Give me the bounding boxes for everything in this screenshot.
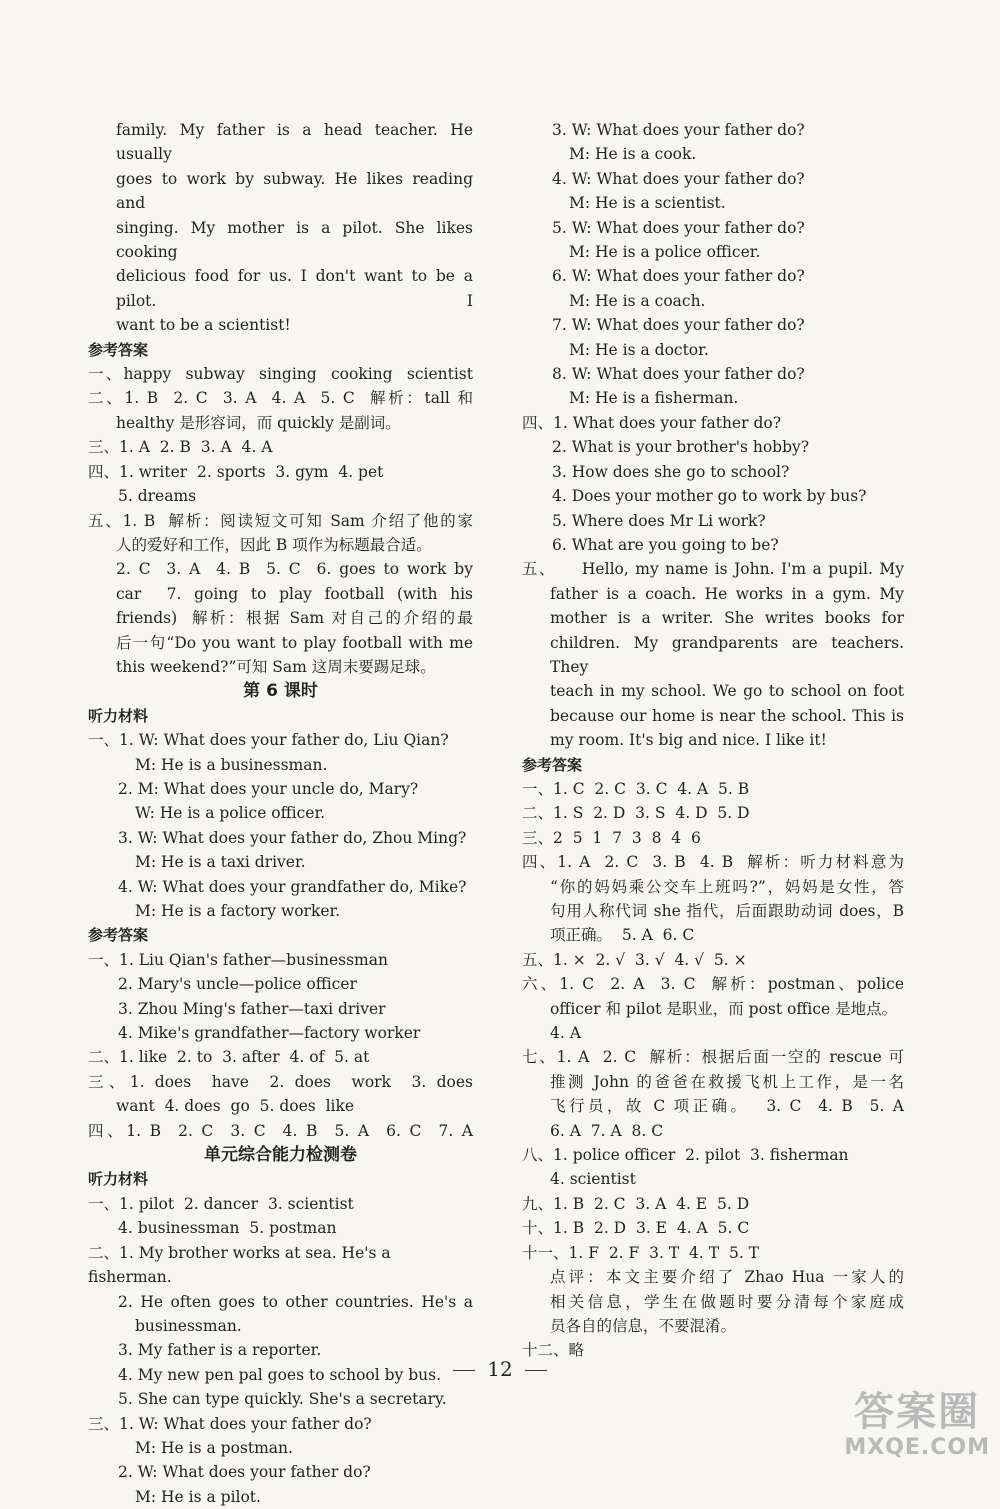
right-column xyxy=(522,118,909,1363)
text-line: 一、1. W: What does your father do, Liu Qian? xyxy=(88,731,449,750)
text-line: goes to work by subway. He likes reading and xyxy=(116,169,478,213)
text-line: 一、1. pilot 2. dancer 3. scientist xyxy=(88,1194,354,1213)
text-line: family. My father is a head teacher. He usually xyxy=(116,121,478,164)
text-line: 4. A xyxy=(550,1024,581,1043)
text-line: 4. businessman 5. postman xyxy=(118,1219,337,1238)
text-line: 6. What are you going to be? xyxy=(552,535,779,554)
text-line: want to be a scientist! xyxy=(116,316,291,335)
section-heading: 听力材料 xyxy=(88,706,149,725)
text-line: 四、1. What does your father do? xyxy=(522,413,782,432)
text-line: 三、1. W: What does your father do? xyxy=(88,1414,372,1433)
section-heading: 参考答案 xyxy=(88,926,149,945)
text-line: 五、1. B 解析：阅读短文可知 Sam 介绍了他的家 xyxy=(88,511,473,530)
text-line: 句用人称代词 she 指代，后面跟助动词 does，B xyxy=(550,902,904,920)
text-line: officer 和 pilot 是职业，而 post office 是地点。 xyxy=(550,999,898,1018)
text-line: 十二、略 xyxy=(522,1341,585,1360)
text-line: 三、1. does have 2. does work 3. does xyxy=(88,1072,473,1091)
text-line: M: He is a fisherman. xyxy=(569,389,739,408)
dash-right xyxy=(525,1370,547,1372)
text-line: 2. W: What does your father do? xyxy=(118,1463,371,1482)
text-line: 5. She can type quickly. She's a secretary. xyxy=(118,1390,447,1409)
text-line: 4. My new pen pal goes to school by bus. xyxy=(118,1365,442,1384)
text-line: M: He is a taxi driver. xyxy=(135,853,306,872)
text-line: 十、1. B 2. D 3. E 4. A 5. C xyxy=(522,1219,750,1238)
text-line: 2. Mary's uncle—police officer xyxy=(118,975,357,994)
text-line: singing. My mother is a pilot. She likes cooking xyxy=(116,218,478,262)
section-heading: 听力材料 xyxy=(88,1170,149,1189)
text-line: 员各自的信息，不要混淆。 xyxy=(550,1316,737,1335)
text-line: 8. W: What does your father do? xyxy=(552,365,805,384)
text-line: delicious food for us. I don't want to be a pilot. I xyxy=(116,267,478,310)
text-line: my room. It's big and nice. I like it! xyxy=(550,731,827,750)
text-line: 一、happy subway singing cooking scientist xyxy=(88,365,473,384)
text-line: 相关信息，学生在做题时要分清每个家庭成 xyxy=(550,1292,904,1311)
text-line: 八、1. police officer 2. pilot 3. fisherman xyxy=(522,1146,849,1165)
text-line: 4. Mike's grandfather—factory worker xyxy=(118,1024,421,1043)
text-line: M: He is a police officer. xyxy=(569,243,761,262)
text-line: 5. W: What does your father do? xyxy=(552,218,805,237)
text-line: 三、1. A 2. B 3. A 4. A xyxy=(88,438,273,457)
text-line: M: He is a pilot. xyxy=(135,1487,261,1506)
text-line: car 7. going to play football (with his xyxy=(116,584,473,603)
text-line: want 4. does go 5. does like xyxy=(116,1097,355,1116)
text-line: 六、1. C 2. A 3. C 解析：postman、police xyxy=(522,975,904,994)
text-line: 推测 John 的爸爸在救援飞机上工作，是一名 xyxy=(550,1072,904,1091)
text-line: 二、1. S 2. D 3. S 4. D 5. D xyxy=(522,804,750,823)
text-line: mother is a writer. She writes books for xyxy=(550,609,904,628)
text-line: friends) 解析：根据 Sam 对自己的介绍的最 xyxy=(116,609,473,628)
text-line: 人的爱好和工作，因此 B 项作为标题最合适。 xyxy=(116,535,432,554)
lesson-title: 单元综合能力检测卷 xyxy=(204,1145,357,1166)
text-line: 飞行员，故 C 项正确。 3. C 4. B 5. A xyxy=(550,1097,904,1116)
watermark-main: 答案圈 xyxy=(854,1389,981,1435)
text-line: 五、 Hello, my name is John. I'm a pupil. My xyxy=(522,560,904,579)
text-line: 后一句“Do you want to play football with me xyxy=(116,633,473,652)
text-line: teach in my school. We go to school on foot xyxy=(550,682,904,701)
text-line: 2. C 3. A 4. B 5. C 6. goes to work by xyxy=(116,560,473,579)
text-line: 一、1. Liu Qian's father—businessman xyxy=(88,950,388,969)
page-number xyxy=(0,1357,1000,1381)
text-line: 7. W: What does your father do? xyxy=(552,316,805,335)
text-line: 二、1. My brother works at sea. He's a fisherman. xyxy=(88,1243,396,1287)
text-line: 项正确。 5. A 6. C xyxy=(550,926,695,945)
text-line: 6. A 7. A 8. C xyxy=(550,1121,664,1140)
text-line: 2. He often goes to other countries. He's a xyxy=(118,1292,473,1311)
text-line: 3. W: What does your father do? xyxy=(552,121,805,139)
text-line: M: He is a cook. xyxy=(569,145,697,164)
text-line: 4. W: What does your grandfather do, Mike? xyxy=(118,877,467,896)
text-line: father is a coach. He works in a gym. My xyxy=(550,584,904,603)
text-line: 5. Where does Mr Li work? xyxy=(552,511,766,530)
text-line: M: He is a scientist. xyxy=(569,194,726,213)
text-line: 十一、1. F 2. F 3. T 4. T 5. T xyxy=(522,1243,760,1262)
text-line: 九、1. B 2. C 3. A 4. E 5. D xyxy=(522,1194,750,1213)
text-line: because our home is near the school. This is xyxy=(550,706,904,725)
section-heading: 参考答案 xyxy=(88,340,149,359)
text-line: businessman. xyxy=(135,1316,242,1335)
text-line: M: He is a factory worker. xyxy=(135,902,341,920)
text-line: 四、1. writer 2. sports 3. gym 4. pet xyxy=(88,462,384,481)
text-line: W: He is a police officer. xyxy=(135,804,326,823)
text-line: “你的妈妈乘公交车上班吗?”，妈妈是女性，答 xyxy=(550,877,904,896)
text-line: 4. scientist xyxy=(550,1170,636,1189)
lesson-title: 第 6 课时 xyxy=(243,681,318,702)
text-line: 2. M: What does your uncle do, Mary? xyxy=(118,779,419,798)
text-line: 4. Does your mother go to work by bus? xyxy=(552,487,867,506)
text-line: this weekend?”可知 Sam 这周末要踢足球。 xyxy=(116,657,436,676)
text-line: 3. My father is a reporter. xyxy=(118,1341,322,1360)
dash-left xyxy=(453,1370,475,1372)
text-line: 3. W: What does your father do, Zhou Ming? xyxy=(118,828,467,847)
text-line: 一、1. C 2. C 3. C 4. A 5. B xyxy=(522,779,750,798)
text-line: 二、1. like 2. to 3. after 4. of 5. at xyxy=(88,1048,370,1067)
section-heading: 参考答案 xyxy=(522,755,583,774)
text-line: 二、1. B 2. C 3. A 4. A 5. C 解析：tall 和 xyxy=(88,389,473,408)
text-line: 3. Zhou Ming's father—taxi driver xyxy=(118,999,386,1018)
text-line: healthy 是形容词，而 quickly 是副词。 xyxy=(116,413,401,432)
text-line: 四、1. B 2. C 3. C 4. B 5. A 6. C 7. A xyxy=(88,1121,473,1140)
text-line: 5. dreams xyxy=(118,487,197,506)
left-column xyxy=(88,118,478,1509)
text-line: 2. What is your brother's hobby? xyxy=(552,438,810,457)
text-line: M: He is a postman. xyxy=(135,1438,293,1457)
watermark-logo xyxy=(844,1389,990,1460)
text-line: 4. W: What does your father do? xyxy=(552,169,805,188)
text-line: 四、1. A 2. C 3. B 4. B 解析：听力材料意为 xyxy=(522,853,904,872)
text-line: 三、2 5 1 7 3 8 4 6 xyxy=(522,828,701,847)
text-line: 3. How does she go to school? xyxy=(552,462,790,481)
text-line: M: He is a doctor. xyxy=(569,340,709,359)
text-line: 五、1. × 2. √ 3. √ 4. √ 5. × xyxy=(522,950,747,969)
page-number-text: 12 xyxy=(487,1357,513,1381)
text-line: 七、1. A 2. C 解析：根据后面一空的 rescue 可 xyxy=(522,1048,904,1067)
text-line: children. My grandparents are teachers. They xyxy=(550,633,909,676)
text-line: M: He is a coach. xyxy=(569,291,706,310)
text-line: 点评：本文主要介绍了 Zhao Hua 一家人的 xyxy=(550,1268,904,1287)
watermark-url: MXQE.COM xyxy=(844,1435,990,1460)
text-line: M: He is a businessman. xyxy=(135,755,328,774)
text-line: 6. W: What does your father do? xyxy=(552,267,805,286)
